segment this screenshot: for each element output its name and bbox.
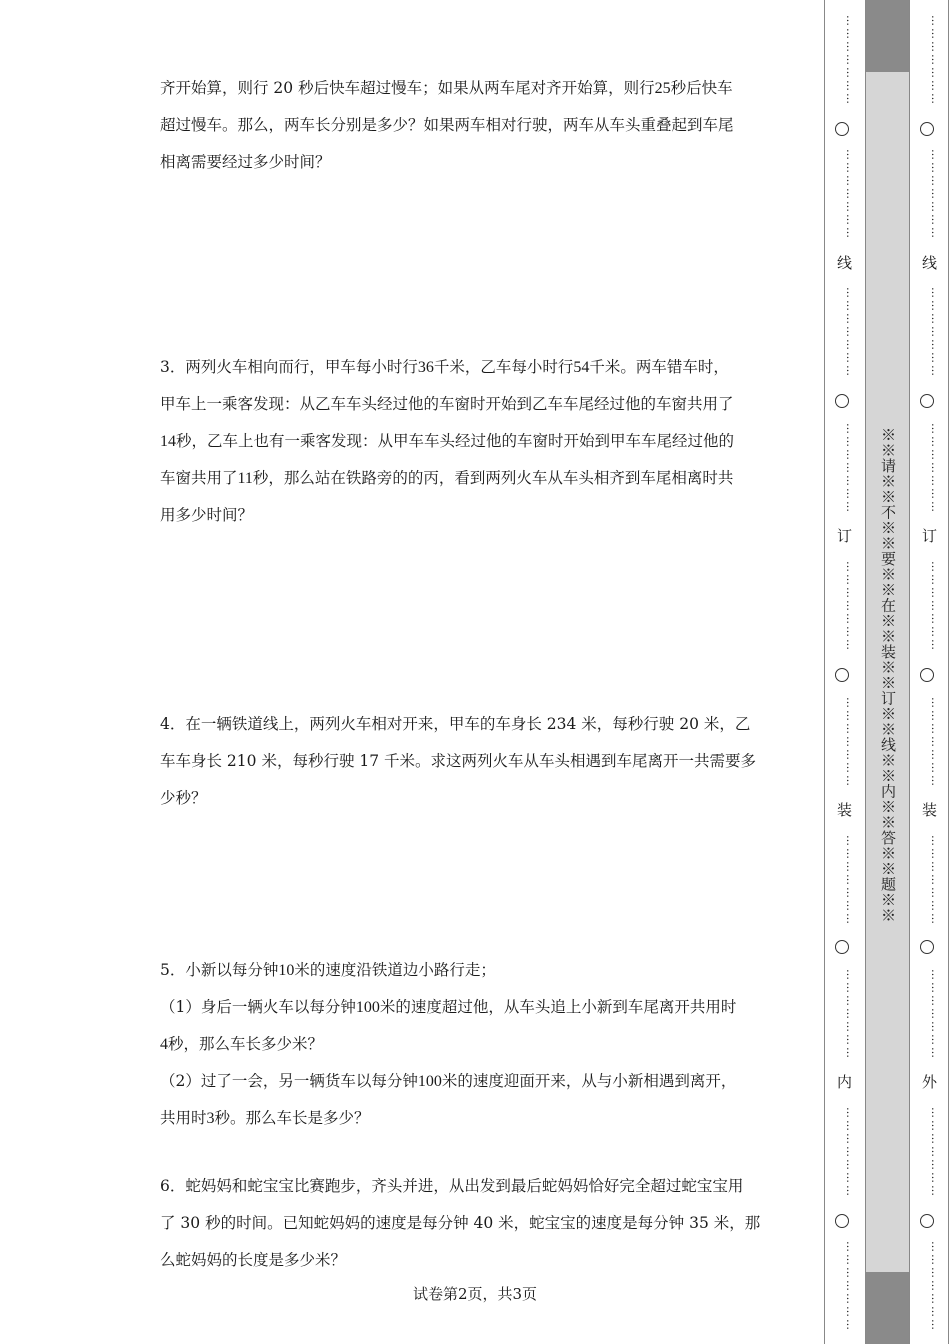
dotted-line: ………………… bbox=[929, 422, 942, 514]
outer-binding-column bbox=[912, 0, 942, 1344]
text-line: （1）身后一辆火车以每分钟 bbox=[160, 998, 356, 1016]
text-line: 少秒？ bbox=[160, 789, 207, 807]
binding-char-line: 线 bbox=[920, 255, 938, 270]
page-footer: 试卷第2页，共3页 bbox=[412, 1285, 538, 1303]
binding-char-line: 线 bbox=[835, 255, 853, 270]
binding-border-line bbox=[824, 0, 825, 1344]
binding-hole-circle bbox=[835, 668, 849, 682]
binding-hole-circle bbox=[920, 1214, 934, 1228]
binding-hole-circle bbox=[920, 668, 934, 682]
text-line: 甲车上一乘客发现：从乙车车头经过他的车窗时开始到乙车车尾经过他的车窗共用了 bbox=[160, 395, 734, 413]
dotted-line: ………………… bbox=[844, 286, 857, 378]
binding-dark-block-top bbox=[865, 0, 909, 72]
number: 100 bbox=[355, 999, 380, 1016]
binding-char-outer: 外 bbox=[920, 1074, 938, 1089]
number: 100 bbox=[417, 1073, 442, 1090]
dotted-line: ………………… bbox=[844, 1106, 857, 1198]
binding-char-inner: 内 bbox=[835, 1074, 853, 1089]
binding-char-bind: 订 bbox=[835, 528, 853, 543]
text-line: 用多少时间？ bbox=[160, 506, 254, 524]
binding-hole-circle bbox=[920, 122, 934, 136]
text-line: 相离需要经过多少时间？ bbox=[160, 153, 331, 171]
text-line: 5．小新以每分钟 bbox=[160, 961, 279, 979]
text-line: 6．蛇妈妈和蛇宝宝比赛跑步，齐头并进，从出发到最后蛇妈妈恰好完全超过蛇宝宝用 bbox=[160, 1177, 744, 1195]
binding-hole-circle bbox=[835, 394, 849, 408]
text-line: 齐开始算，则行 20 秒后快车超过慢车；如果从两车尾对齐开始算，则行 bbox=[160, 79, 655, 97]
binding-band-edge bbox=[909, 0, 910, 1344]
text-line: 车车身长 210 米，每秒行驶 17 千米。求这两列火车从车头相遇到车尾离开一共需要多 bbox=[160, 752, 757, 770]
text-line: 超过慢车。那么，两车长分别是多少？如果两车相对行驶，两车从车头重叠起到车尾 bbox=[160, 116, 734, 134]
text-line: 米的速度沿铁道边小路行走； bbox=[294, 961, 496, 979]
text-line: 千米，乙车每小时行 bbox=[433, 358, 574, 376]
text-line: 米的速度超过他，从车头追上小新到车尾离开共用时 bbox=[379, 998, 737, 1016]
binding-hole-circle bbox=[835, 940, 849, 954]
binding-hole-circle bbox=[920, 940, 934, 954]
dotted-line: ………………… bbox=[844, 696, 857, 788]
text-line: 秒。那么车长是多少？ bbox=[214, 1109, 370, 1127]
dotted-line: ………………… bbox=[844, 560, 857, 652]
binding-hole-circle bbox=[835, 1214, 849, 1228]
binding-dark-block-bottom bbox=[865, 1272, 909, 1344]
number: 10 bbox=[278, 962, 295, 979]
number: 4 bbox=[160, 1036, 168, 1053]
text-line: 米的速度迎面开来，从与小新相遇到离开， bbox=[441, 1072, 737, 1090]
dotted-line: ………………… bbox=[844, 422, 857, 514]
number: 36 bbox=[417, 359, 434, 376]
question-5 bbox=[160, 952, 790, 1137]
dotted-line: ………………… bbox=[929, 14, 942, 106]
number: 11 bbox=[237, 470, 253, 487]
binding-hole-circle bbox=[920, 394, 934, 408]
binding-band-edge bbox=[865, 0, 866, 1344]
dotted-line: ………………… bbox=[844, 148, 857, 240]
dotted-line: ………………… bbox=[844, 1240, 857, 1332]
dotted-line: ………………… bbox=[844, 834, 857, 926]
text-line: 车窗共用了 bbox=[160, 469, 238, 487]
text-line: 4．在一辆铁道线上，两列火车相对开来，甲车的车身长 234 米，每秒行驶 20 米，乙 bbox=[160, 715, 751, 733]
dotted-line: ………………… bbox=[929, 1106, 942, 1198]
question-3 bbox=[160, 349, 790, 534]
binding-char-install: 装 bbox=[920, 802, 938, 817]
dotted-line: ………………… bbox=[929, 696, 942, 788]
dotted-line: ………………… bbox=[929, 286, 942, 378]
number: 14 bbox=[160, 433, 176, 450]
binding-border-line bbox=[948, 0, 949, 1344]
dotted-line: ………………… bbox=[929, 968, 942, 1060]
binding-char-install: 装 bbox=[835, 802, 853, 817]
dotted-line: ………………… bbox=[929, 560, 942, 652]
dotted-line: ………………… bbox=[844, 14, 857, 106]
text-line: 秒，那么车长多少米？ bbox=[168, 1035, 324, 1053]
text-line: 了 30 秒的时间。已知蛇妈妈的速度是每分钟 40 米，蛇宝宝的速度是每分钟 35 米，那 bbox=[160, 1214, 761, 1232]
binding-hole-circle bbox=[835, 122, 849, 136]
number: 3 bbox=[206, 1110, 215, 1127]
dotted-line: ………………… bbox=[844, 968, 857, 1060]
inner-binding-column bbox=[827, 0, 857, 1344]
text-line: 秒，乙车上也有一乘客发现：从甲车车头经过他的车窗时开始到甲车车尾经过他的 bbox=[176, 432, 735, 450]
binding-warning-text: ※※请※※不※※要※※在※※装※※订※※线※※内※※答※※题※※ bbox=[879, 427, 897, 923]
binding-char-bind: 订 bbox=[920, 528, 938, 543]
text-line: 么蛇妈妈的长度是多少米？ bbox=[160, 1251, 347, 1269]
dotted-line: ………………… bbox=[929, 834, 942, 926]
text-line: 3．两列火车相向而行，甲车每小时行 bbox=[160, 358, 418, 376]
text-line: 千米。两车错车时， bbox=[589, 358, 729, 376]
question-4 bbox=[160, 706, 790, 817]
number: 25 bbox=[654, 80, 671, 97]
text-line: 秒后快车 bbox=[670, 79, 733, 97]
dotted-line: ………………… bbox=[929, 148, 942, 240]
number: 54 bbox=[573, 359, 590, 376]
text-line: 秒，那么站在铁路旁的的丙，看到两列火车从车头相齐到车尾相离时共 bbox=[252, 469, 734, 487]
question-2-continued bbox=[160, 70, 790, 181]
text-line: （2）过了一会，另一辆货车以每分钟 bbox=[160, 1072, 418, 1090]
text-line: 共用时 bbox=[160, 1109, 207, 1127]
dotted-line: ………………… bbox=[929, 1240, 942, 1332]
question-6 bbox=[160, 1168, 790, 1279]
